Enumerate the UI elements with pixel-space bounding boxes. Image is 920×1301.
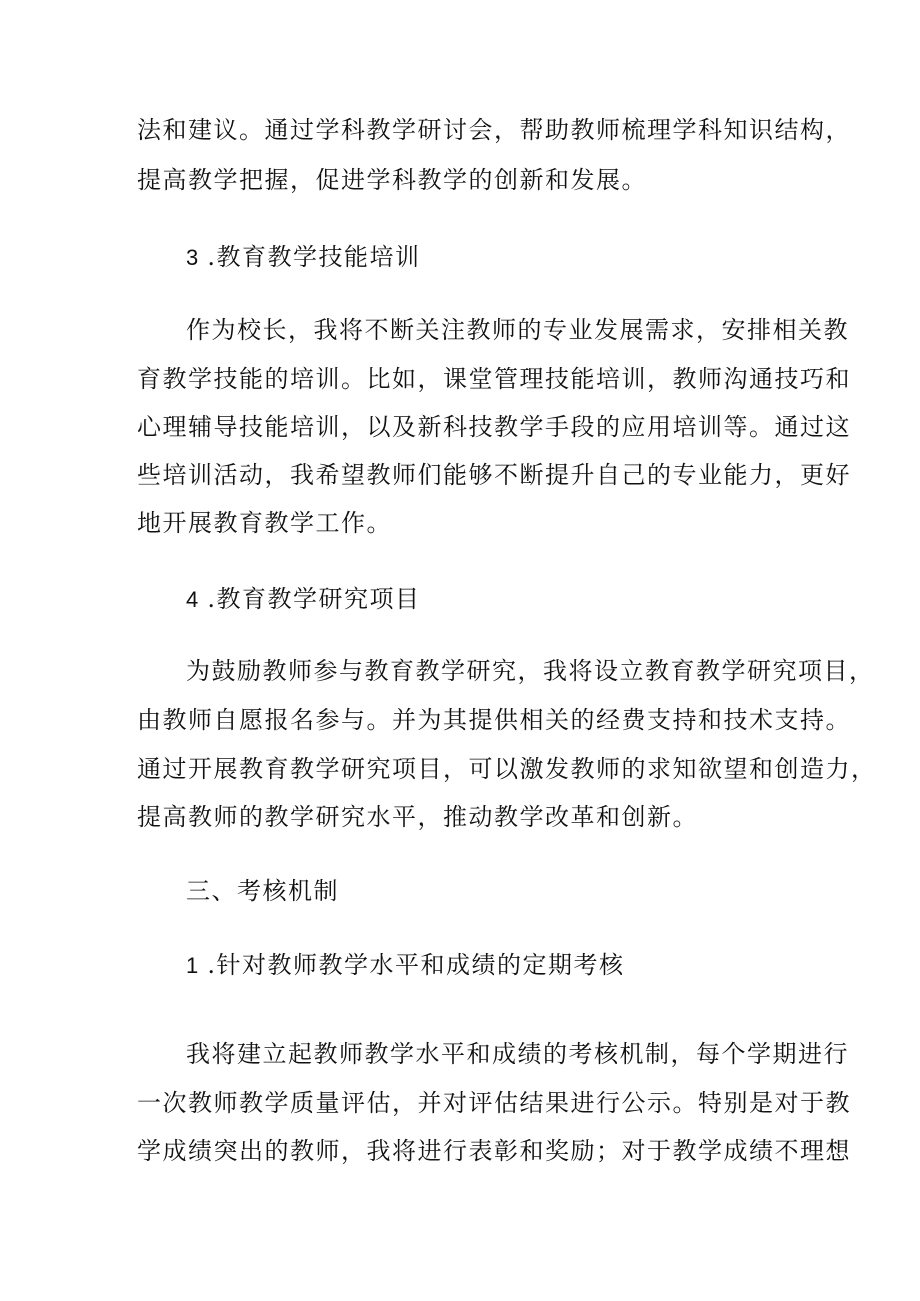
- intro-line-1: 法和建议。通过学科教学研讨会，帮助教师梳理学科知识结构，: [137, 116, 851, 144]
- item-1-title: .针对教师教学水平和成绩的定期考核: [207, 951, 625, 979]
- section-4-line-2: 由教师自愿报名参与。并为其提供相关的经费支持和技术支持。: [137, 706, 851, 734]
- section-3-number: 3: [186, 245, 199, 270]
- part-three-heading: 三、考核机制: [186, 877, 339, 905]
- section-4-number: 4: [186, 587, 199, 612]
- section-3-line-3: 心理辅导技能培训，以及新科技教学手段的应用培训等。通过这: [137, 413, 851, 441]
- section-4-line-1: 为鼓励教师参与教育教学研究，我将设立教育教学研究项目，: [186, 657, 875, 685]
- item-1-line-3: 学成绩突出的教师，我将进行表彰和奖励；对于教学成绩不理想: [137, 1137, 851, 1165]
- intro-line-2: 提高教学把握，促进学科教学的创新和发展。: [137, 166, 647, 194]
- item-1-line-1: 我将建立起教师教学水平和成绩的考核机制，每个学期进行: [186, 1040, 849, 1068]
- section-4-line-3: 通过开展教育教学研究项目，可以激发教师的求知欲望和创造力，: [137, 755, 877, 783]
- section-4-heading: [186, 584, 421, 615]
- section-3-line-5: 地开展教育教学工作。: [137, 509, 392, 537]
- section-4-title: .教育教学研究项目: [207, 585, 421, 613]
- section-3-heading: [186, 242, 421, 273]
- section-3-line-4: 些培训活动，我希望教师们能够不断提升自己的专业能力，更好: [137, 461, 851, 489]
- item-1-number: 1: [186, 953, 199, 978]
- section-3-title: .教育教学技能培训: [207, 243, 421, 271]
- section-4-line-4: 提高教师的教学研究水平，推动教学改革和创新。: [137, 803, 698, 831]
- item-1-line-2: 一次教师教学质量评估，并对评估结果进行公示。特别是对于教: [137, 1089, 851, 1117]
- section-3-line-1: 作为校长，我将不断关注教师的专业发展需求，安排相关教: [186, 316, 849, 344]
- item-1-heading: [186, 950, 625, 981]
- section-3-line-2: 育教学技能的培训。比如，课堂管理技能培训，教师沟通技巧和: [137, 365, 851, 393]
